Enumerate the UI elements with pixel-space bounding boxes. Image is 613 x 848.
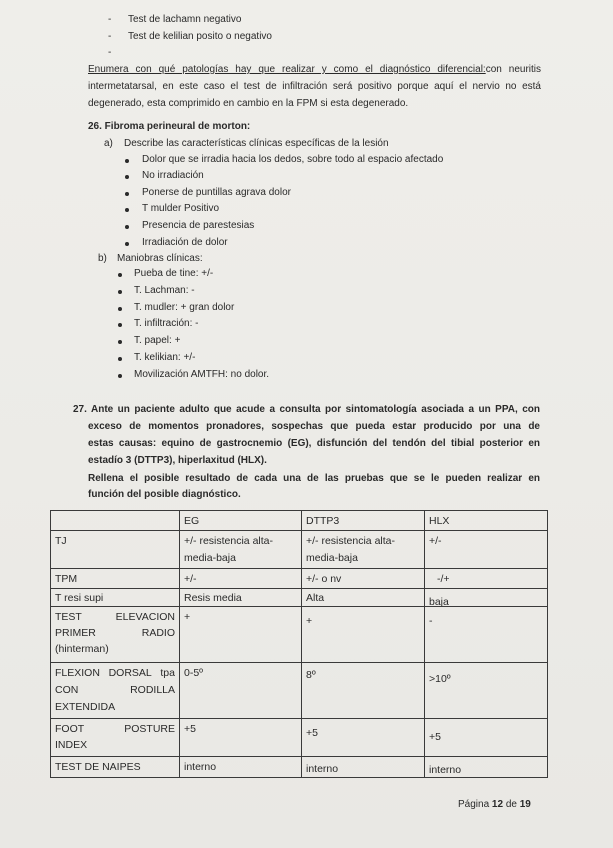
intro-line-2-text: intermetatarsal, en este caso el test de infiltración será positivo porque aquí el nervio no está [88, 81, 541, 92]
section-27-line-1 [73, 404, 540, 415]
section-26-heading: 26. Fibroma perineural de morton: [88, 121, 251, 132]
label-word: TEST [55, 611, 82, 623]
label-word: PRIMER [55, 627, 96, 639]
cell-text: + [306, 615, 313, 627]
dash-marker: - [108, 14, 112, 25]
part-b-item: T. Lachman: - [134, 285, 195, 296]
cell-text: -/+ [437, 573, 450, 585]
bullet [125, 225, 129, 229]
bullet [118, 374, 122, 378]
bullet [118, 340, 122, 344]
cell-text: interno [306, 763, 339, 775]
cell-text: +/- [429, 535, 442, 547]
header-text: DTTP3 [306, 515, 340, 527]
part-b-item: T. papel: + [134, 335, 181, 346]
bullet [118, 323, 122, 327]
section-27-line-2 [88, 421, 540, 432]
part-b-label: b) [98, 253, 107, 264]
bullet [125, 208, 129, 212]
section-27-text: estas causas: equino de gastrocnemio (EG), disfunción del tendón del tibial posterior en [88, 438, 540, 449]
cell-text: 0-5º [184, 667, 204, 679]
cell-text: 8º [306, 669, 316, 681]
bullet [118, 290, 122, 294]
part-a-item: T mulder Positivo [142, 203, 220, 214]
section-27-line-6: función del posible diagnóstico. [88, 489, 241, 500]
diagnosis-table [50, 510, 548, 778]
cell-text: interno [429, 764, 462, 776]
part-b-item: Pueba de tine: +/- [134, 268, 214, 279]
part-b-item: T. kelikian: +/- [134, 352, 196, 363]
cell-text: +5 [306, 727, 318, 739]
cell-text: +5 [184, 723, 196, 735]
section-27-text: 27. Ante un paciente adulto que acude a consulta por sintomatología asociada a un PPA, con [73, 404, 540, 415]
part-a-item: Ponerse de puntillas agrava dolor [142, 187, 291, 198]
bullet [125, 192, 129, 196]
cell-text: +/- o nv [306, 573, 342, 585]
bullet [118, 273, 122, 277]
bullet [118, 357, 122, 361]
section-27-line-4: estadío 3 (DTTP3), hiperlaxitud (HLX). [88, 455, 267, 466]
cell-text: >10º [429, 673, 451, 685]
cell-text: Alta [306, 592, 325, 604]
top-item-2: Test de kelilian posito o negativo [128, 31, 272, 42]
label-word: CON [55, 684, 79, 696]
dash-marker: - [108, 31, 112, 42]
cell-text: +5 [429, 731, 441, 743]
section-27-text: Rellena el posible resultado de cada una de las pruebas que se le pueden realizar en [88, 473, 540, 484]
label-word: RODILLA [130, 684, 175, 696]
footer-prefix: Página [458, 799, 490, 810]
row-label-text: TPM [55, 573, 78, 585]
cell-text: +/- [184, 573, 197, 585]
part-a-item: Dolor que se irradia hacia los dedos, sobre todo al espacio afectado [142, 154, 444, 165]
part-b-item: T. mudler: + gran dolor [134, 302, 235, 313]
label-word: tpa [160, 667, 175, 679]
label-word: INDEX [55, 739, 88, 751]
cell-text: +/- resistencia alta- [306, 535, 395, 547]
part-b-item: Movilización AMTFH: no dolor. [134, 369, 270, 380]
label-word: FLEXION [55, 667, 100, 679]
bullet [125, 159, 129, 163]
bullet [125, 242, 129, 246]
cell-text: +/- resistencia alta- [184, 535, 273, 547]
header-text: HLX [429, 515, 450, 527]
cell-text: Resis media [184, 592, 242, 604]
cell-text: - [429, 615, 433, 627]
label-word: DORSAL [108, 667, 152, 679]
cell-text: baja [429, 596, 449, 608]
bullet [118, 307, 122, 311]
section-27-line-3 [88, 438, 540, 449]
part-a-item: No irradiación [142, 170, 204, 181]
cell-text: + [184, 611, 191, 623]
bullet [125, 175, 129, 179]
top-item-1: Test de lachamn negativo [128, 14, 242, 25]
part-a-item: Presencia de parestesias [142, 220, 255, 231]
label-word: (hinterman) [55, 643, 109, 655]
part-b-title: Maniobras clínicas: [117, 253, 203, 264]
label-word: POSTURE [124, 723, 175, 735]
label-word: FOOT [55, 723, 85, 735]
cell-text: interno [184, 761, 217, 773]
part-a-item: Irradiación de dolor [142, 237, 228, 248]
section-27-line-5 [88, 473, 540, 484]
label-word: ELEVACION [115, 611, 175, 623]
dash-marker: - [108, 47, 112, 58]
row-label-text: TEST DE NAIPES [55, 761, 141, 773]
label-word: RADIO [141, 627, 175, 639]
footer-page-number: 12 [491, 799, 504, 810]
row-label-text: T resi supi [55, 592, 104, 604]
intro-line-1 [88, 64, 541, 75]
table-frame [50, 510, 548, 778]
part-a-title: Describe las características clínicas específicas de la lesión [124, 138, 389, 149]
footer-of: de [505, 799, 517, 810]
intro-line-2 [88, 81, 541, 92]
cell-text: media-baja [306, 552, 358, 564]
page-footer [458, 799, 531, 810]
intro-line-3: degenerado, esta comprimido en cambio en la FPM si esta degenerado. [88, 98, 409, 109]
label-word: EXTENDIDA [55, 701, 116, 713]
part-a-label: a) [104, 138, 113, 149]
footer-total-pages: 19 [519, 799, 531, 810]
section-27-text: exceso de momentos pronadores, sospechas que pueda estar producido por una de [88, 421, 540, 432]
intro-line-1-rest: con neuritis [485, 64, 542, 75]
cell-text: media-baja [184, 552, 236, 564]
part-b-item: T. infiltración: - [134, 318, 199, 329]
row-label-text: TJ [55, 535, 67, 547]
header-text: EG [184, 515, 200, 527]
intro-underlined: Enumera con qué patologías hay que realizar y como el diagnóstico diferencial: [88, 64, 486, 75]
